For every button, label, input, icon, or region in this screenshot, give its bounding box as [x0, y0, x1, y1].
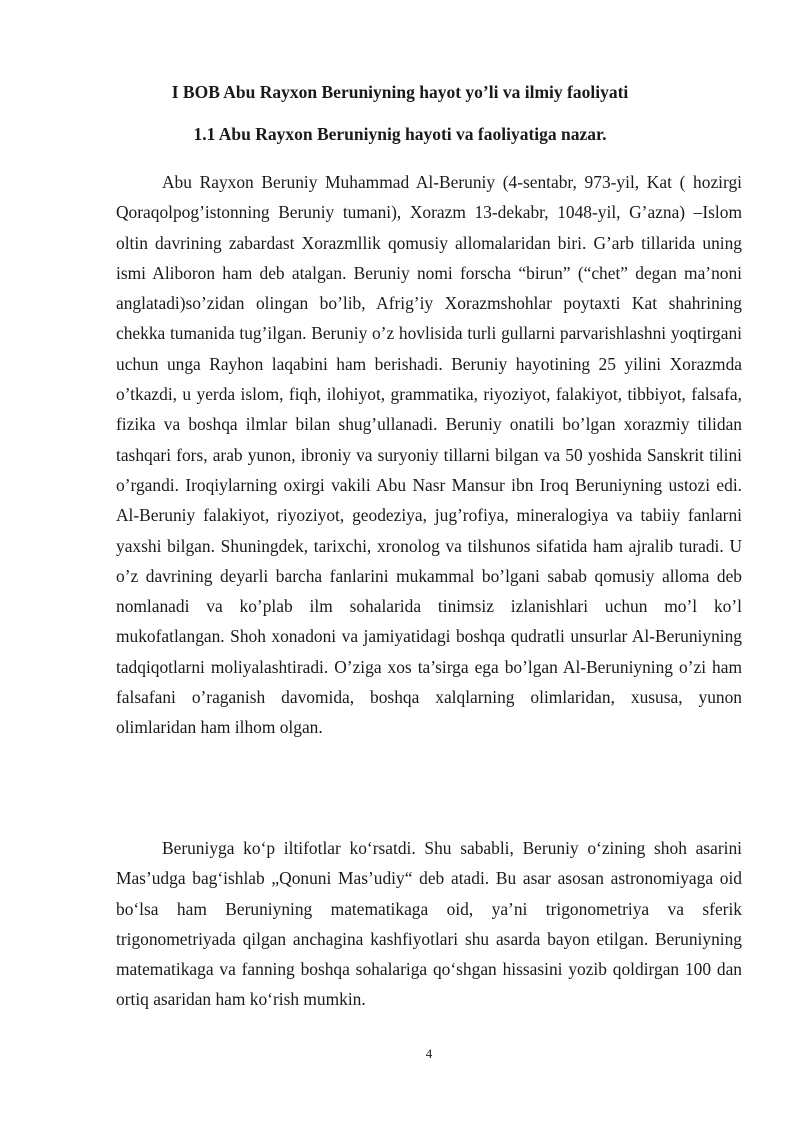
page-number: 4	[425, 1046, 433, 1061]
section-title: 1.1 Abu Rayxon Beruniynig hayoti va faoliyatiga nazar.	[193, 124, 607, 144]
body-paragraph-2: Beruniyga ko‘p iltifotlar ko‘rsatdi. Shu sababli, Beruniy o‘zining shoh asarini Mas’udga bag‘ishlab „Qonuni Mas’udiy“ deb atadi. Bu asar asosan astronomiyaga oid bo‘lsa ham Beruniyning matematikaga oid, ya’ni trigonometriya va sferik trigonometriyada qilgan anchagina kashfiyotlari shu asarda bayon etilgan. Beruniyning matematikaga va fanning boshqa sohalariga qo‘shgan hissasini yozib qoldirgan 100 dan ortiq asaridan ham ko‘rish mumkin.	[116, 838, 742, 1010]
chapter-title: I BOB Abu Rayxon Beruniyning hayot yo’li va ilmiy faoliyati	[171, 82, 629, 102]
body-paragraph-1: Abu Rayxon Beruniy Muhammad Al-Beruniy (4-sentabr, 973-yil, Kat ( hozirgi Qoraqolpog’istonning Beruniy tumani), Xorazm 13-dekabr, 1048-yil, G’azna) –Islom oltin davrining zabardast Xorazmllik qomusiy allomalaridan biri. G’arb tillarida uning ismi Aliboron ham deb atalgan. Beruniy nomi forscha “birun” (“chet” degan ma’noni anglatadi)so’zidan olingan bo’lib, Afrig’iy Xorazmshohlar poytaxti Kat shahrining chekka tumanida tug’ilgan. Beruniy o’z hovlisida turli gullarni parvarishlashni yoqtirgani uchun unga Rayhon laqabini ham berishadi. Beruniy hayotining 25 yilini Xorazmda o’tkazdi, u yerda islom, fiqh, ilohiyot, grammatika, riyoziyot, falakiyot, tibbiyot, falsafa, fizika va boshqa ilmlar bilan shug’ullanadi. Beruniy onatili bo’lgan xorazmiy tilidan tashqari fors, arab yunon, ibroniy va suryoniy tillarni bilgan va 50 yoshida Sanskrit tilini o’rgandi. Iroqiylarning oxirgi vakili Abu Nasr Mansur ibn Iroq Beruniyning ustozi edi. Al-Beruniy falakiyot, riyoziyot, geodeziya, jug’rofiya, mineralogiya va tabiiy fanlarni yaxshi bilgan. Shuningdek, tarixchi, xronolog va tilshunos sifatida ham ajralib turadi. U o’z davrining deyarli barcha fanlarini mukammal bo’lgani sabab qomusiy alloma deb nomlanadi va ko’plab ilm sohalarida tinimsiz izlanishlari uchun mo’l ko’l mukofatlangan. Shoh xonadoni va jamiyatidagi boshqa qudratli unsurlar Al-Beruniyning tadqiqotlarni moliyalashtiradi. O’ziga xos ta’sirga ega bo’lgan Al-Beruniyning o’zi ham falsafani o’raganish davomida, boshqa xalqlarning olimlaridan, xususa, yunon olimlaridan ham ilhom olgan.	[116, 172, 742, 738]
